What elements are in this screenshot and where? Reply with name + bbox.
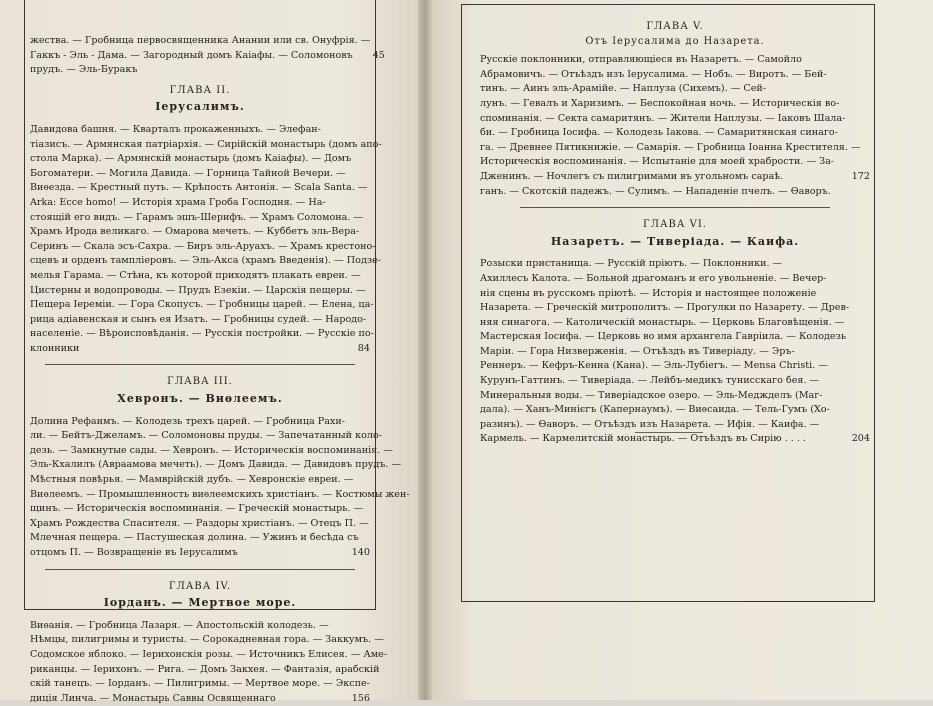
contents-line-text: споминанія. — Секта самаритянъ. — Жители Наплузы. — Іаковъ Шала- [480, 112, 846, 124]
contents-line [480, 257, 870, 272]
contents-line [30, 152, 370, 167]
contents-line-text: Arka: Ecce homo! — Исторія храма Гроба Господня. — На- [30, 196, 326, 208]
contents-line-text: Курунъ-Гаттинъ. — Тиверіада. — Лейбъ-медикъ тунисскаго бея. — [480, 375, 820, 387]
contents-line [30, 138, 382, 153]
contents-line [30, 488, 410, 503]
chapter-divider [520, 207, 830, 208]
page-number [353, 473, 385, 488]
contents-line-text: дала). — Ханъ-Минієгъ (Капернаумъ). — Виѳсаида. — Тель-Гумъ (Хо- [480, 404, 830, 416]
chapter-heading: ГЛАВА IV. [168, 580, 232, 592]
page-number [338, 63, 370, 78]
page-number [366, 284, 398, 299]
page-number [845, 112, 877, 127]
contents-line-text: Богоматери. — Могила Давида. — Горница Тайной Вечери. — [30, 167, 346, 179]
page-number [338, 619, 370, 634]
contents-line-text: Кармель. — Кармелитскій монастырь. — Отъѣздъ въ Сирію . . . . [480, 433, 806, 445]
page-number: 140 [351, 547, 370, 558]
contents-line [30, 269, 370, 284]
contents-line-text: Реннеръ. — Кефръ-Кенна (Кана). — Эль-Лубіегъ. — Mensa Christi. — [480, 360, 828, 372]
page-number: 204 [851, 433, 870, 445]
contents-line [30, 458, 402, 473]
contents-line [480, 374, 870, 389]
page-number [382, 138, 414, 153]
page-number [849, 301, 881, 316]
contents-line [30, 502, 370, 517]
page-number [381, 254, 413, 269]
page-number [838, 287, 870, 302]
page-number [384, 633, 416, 648]
chapter-title: Хевронъ. — Виѳлеемъ. [117, 392, 283, 406]
contents-line-text: Серинъ — Скала эсъ-Сахра. — Биръ эль-Аруахъ. — Храмъ крестоно- [30, 240, 376, 252]
contents-line [30, 313, 370, 328]
page-number [376, 240, 408, 255]
contents-line [30, 517, 370, 532]
contents-line [30, 531, 370, 546]
contents-line-text: Ахиллесъ Калота. — Больной драгоманъ и его увольненіе. — Вечер- [480, 272, 827, 284]
page-number [345, 415, 377, 430]
contents-line-text: рица адіавенская и сынъ ея Изатъ. — Гробницы судей. — Народо- [30, 313, 367, 325]
page-number [338, 196, 370, 211]
page-number [838, 374, 870, 389]
contents-line [30, 167, 370, 182]
page-number [359, 225, 391, 240]
page-number [838, 53, 870, 68]
contents-line [30, 63, 370, 78]
contents-line [480, 403, 870, 418]
contents-line [30, 415, 370, 430]
contents-line [30, 692, 370, 706]
page-number [367, 181, 399, 196]
contents-line-text: клонники [30, 342, 80, 354]
page-number [366, 313, 398, 328]
contents-line [30, 254, 382, 269]
contents-line-text: ли. — Бейтъ-Джеламъ. — Соломоновы пруды. — Запечатанный коло- [30, 430, 382, 442]
contents-line [480, 185, 870, 200]
contents-line-text: Минеральныя воды. — Тиверіадское озеро. — Эль-Меджделъ (Маг- [480, 389, 823, 401]
chapter-heading: ГЛАВА V. [646, 21, 704, 32]
contents-line-text: Нѣмцы, пилигримы и туристы. — Сорокадневная гора. — Заккумъ. — [30, 634, 384, 646]
left-contents-column [30, 34, 410, 706]
contents-line [30, 49, 385, 64]
page-number [363, 502, 395, 517]
chapter-title: Іерусалимъ. [155, 100, 245, 114]
contents-line-text: Давидова башня. — Кварталъ прокаженныхъ. — Элефан- [30, 123, 321, 135]
contents-line-text: би. — Гробница Іосифа. — Колодезь Іакова. — Самаритянская синаго- [480, 127, 838, 139]
page-number [838, 185, 870, 200]
page-number [379, 663, 411, 678]
contents-line-text: Историческія воспоминанія. — Испытаніе для моей храбрости. — За- [480, 156, 835, 168]
contents-line [30, 677, 370, 692]
contents-line-text: щинъ. — Историческія воспоминанія. — Греческій монастырь. — [30, 503, 364, 515]
contents-line [480, 97, 870, 112]
chapter-heading: ГЛАВА II. [169, 84, 231, 96]
chapter-divider [45, 364, 355, 365]
contents-line-text: прудъ. — Эль-Буракъ [30, 64, 138, 76]
chapter-heading: ГЛАВА III. [167, 376, 233, 388]
page-number [338, 123, 370, 138]
contents-line [480, 112, 870, 127]
contents-line-text: га. — Древнее Пятикнижіе. — Самарія. — Гробница Іоанна Крестителя. — [480, 141, 861, 153]
right-contents-column [480, 14, 870, 447]
contents-line-text: Розыски пристанища. — Русскій пріютъ. — Поклонники. — [480, 258, 783, 270]
contents-line [480, 287, 870, 302]
contents-line-text: жества. — Гробница первосвященника Анании или св. Онуфрія. — [30, 35, 371, 46]
contents-line-text: отцомъ П. — Возвращеніе въ Іерусалимъ [30, 547, 238, 558]
contents-line-text: Абрамовичъ. — Отъѣздъ изъ Іерусалима. — Нобъ. — Виротъ. — Бей- [480, 68, 827, 80]
contents-line-text: риканцы. — Іерихонъ. — Рига. — Домъ Закхея. — Фантазія, арабскій [30, 663, 380, 675]
contents-line-text: Цистерны и водопроводы. — Прудъ Езекіи. — Царскія пещеры. — [30, 284, 366, 296]
contents-line-text: Долина Рефаимъ. — Колодезь трехъ царей. — Гробница Рахи- [30, 415, 345, 427]
contents-line [480, 432, 870, 447]
page-number [359, 531, 391, 546]
contents-line-text: Гаккъ - Эль - Дама. — Загородный домъ Каіафы. — Соломоновъ [30, 49, 353, 61]
contents-line [480, 418, 870, 433]
chapter-title: Назаретъ. — Тиверіада. — Каифа. [550, 234, 800, 248]
page-number: 45 [372, 49, 385, 61]
page-number [838, 82, 870, 97]
contents-line-text: Назарета. — Греческій митрополитъ. — Прогулки по Назарету. — Древ- [480, 302, 850, 314]
contents-line-text: нія сцены въ русскомъ пріютѣ. — Исторія и настоящее положеніе [480, 287, 817, 299]
contents-line [480, 141, 870, 156]
contents-line-text: Виѳанія. — Гробница Лазаря. — Апостольскій колодезь. — [30, 619, 329, 631]
page-number [393, 444, 425, 459]
contents-line [480, 126, 870, 141]
page-number [861, 141, 893, 156]
page-number [363, 211, 395, 226]
contents-line-text: мелья Гарама. — Стѣна, къ которой приходятъ плакать евреи. — [30, 269, 361, 281]
contents-line [30, 546, 370, 561]
page-number [410, 488, 442, 503]
contents-line-text: Виѳезда. — Крестный путь. — Крѣпость Антонія. — Scala Santa. — [30, 182, 368, 194]
contents-line-text: ганъ. — Скотскій падежъ. — Сулимъ. — Нападеніе пчелъ. — Ѳаворъ. [480, 185, 831, 197]
contents-line-text: скій танецъ. — Іорданъ. — Пилигримы. — Мертвое море. — Экспе- [30, 678, 370, 690]
contents-line [480, 68, 870, 83]
page-number [844, 316, 876, 331]
contents-line-text: стола Марка). — Армянскій монастырь (домъ Каіафы). — Домъ [30, 153, 352, 165]
page-number [374, 327, 406, 342]
page-number [374, 298, 406, 313]
page-number [838, 257, 870, 272]
contents-line [30, 619, 370, 634]
page-number [838, 68, 870, 83]
contents-line [480, 82, 870, 97]
contents-line [30, 240, 376, 255]
contents-line [480, 272, 870, 287]
contents-line-text: лунъ. — Гевалъ и Харизимъ. — Беспокойная ночь. — Историческія во- [480, 97, 840, 109]
contents-line [30, 342, 370, 357]
contents-line [480, 301, 870, 316]
page-number: 172 [851, 170, 870, 182]
contents-line-text: Млечная пещера. — Пастушеская долина. — Ужинъ и бесѣда съ [30, 532, 359, 544]
contents-line-text: Мѣстныя повѣрья. — Мамврійскій дубъ. — Хевронскіе евреи. — [30, 474, 354, 486]
contents-line-text: Храмъ Рождества Спасителя. — Раздоры христіанъ. — Отецъ П. — [30, 517, 369, 529]
contents-line [30, 633, 384, 648]
page-number [838, 359, 870, 374]
contents-line [30, 123, 370, 138]
contents-line-text: населеніе. — Вѣроисповѣданія. — Русскія постройки. — Русскіе по- [30, 328, 374, 340]
chapter-divider [45, 569, 355, 570]
book-gutter [418, 0, 432, 700]
page-number [369, 517, 401, 532]
page-number [370, 34, 402, 49]
page-number [370, 677, 402, 692]
page-number [838, 418, 870, 433]
contents-line [480, 170, 870, 185]
contents-line-text: Эль-Кхалилъ (Авраамова мечеть). — Домъ Давида. — Давидовъ прудъ. — [30, 459, 402, 471]
contents-line-text: Виѳлеемъ. — Промышленность виѳлеемскихъ христіанъ. — Костюмы жен- [30, 488, 410, 500]
contents-line-text: Содомское яблоко. — Іерихонскія розы. — Источникъ Елисея. — Аме- [30, 648, 388, 660]
contents-line [30, 34, 370, 49]
contents-line [30, 298, 374, 313]
page-number [838, 126, 870, 141]
contents-line-text: тинъ. — Аинъ эль-Арамійе. — Наплуза (Сихемъ). — Сей- [480, 83, 767, 95]
page-number [351, 152, 383, 167]
page-number [838, 272, 870, 287]
contents-line-text: сцевъ и орденъ тампліеровъ. — Эль-Акса (храмъ Введенія). — Подзе- [30, 255, 382, 267]
contents-line-text: Храмъ Ирода великаго. — Омарова мечеть. — Куббетъ эль-Вера- [30, 226, 360, 238]
page-number [346, 167, 378, 182]
contents-line [480, 345, 870, 360]
page-number [401, 458, 433, 473]
chapter-title: Іорданъ. — Мертвое море. [103, 596, 297, 610]
contents-line [30, 196, 370, 211]
contents-line [30, 473, 370, 488]
contents-line [30, 211, 370, 226]
page-number: 156 [351, 692, 370, 704]
contents-line [30, 327, 374, 342]
contents-line [480, 359, 870, 374]
page-number [838, 345, 870, 360]
contents-line [30, 181, 370, 196]
contents-line [30, 663, 380, 678]
page-number: 84 [357, 342, 370, 354]
page-number [839, 97, 871, 112]
contents-line-text: стоящій его видъ. — Гарамъ эшъ-Шерифъ. — Храмъ Соломона. — [30, 211, 364, 223]
contents-line-text: Пещера Іереміи. — Гора Скопусъ. — Гробницы царей. — Елена, ца- [30, 299, 374, 311]
chapter-title: Отъ Іерусалима до Назарета. [585, 35, 765, 47]
contents-line [480, 330, 870, 345]
contents-line [30, 429, 382, 444]
contents-line [30, 284, 370, 299]
contents-line [30, 648, 388, 663]
page-number [382, 429, 414, 444]
contents-line-text: Мастерская Іосифа. — Церковь во имя архангела Гавріила. — Колодезь [480, 331, 847, 343]
page-number [838, 403, 870, 418]
contents-line-text: дезь. — Замкнутые сады. — Хевронъ. — Историческія воспоминанія. — [30, 444, 393, 456]
contents-line-text: разинъ). — Ѳаворъ. — Отъѣздъ изъ Назарета. — Ифія. — Каифа. — [480, 418, 820, 430]
contents-line [480, 53, 870, 68]
contents-line-text: Дженинъ. — Ночлегъ съ пилигримами въ угольномъ сараѣ. [480, 170, 784, 182]
page-number [838, 389, 870, 404]
contents-line-text: Русскіе поклонники, отправляющіеся въ Назаретъ. — Самойло [480, 54, 802, 66]
contents-line-text: няя синагога. — Католическій монастырь. — Церковь Благовѣщенія. — [480, 316, 845, 328]
chapter-heading: ГЛАВА VI. [643, 219, 707, 231]
contents-line [30, 225, 370, 240]
page-number [846, 330, 878, 345]
contents-line [480, 155, 870, 170]
contents-line-text: Маріи. — Гора Низверженія. — Отъѣздъ въ Тиверіаду. — Эръ- [480, 345, 795, 357]
page-number [387, 648, 419, 663]
page-number [838, 155, 870, 170]
contents-line [480, 389, 870, 404]
contents-line-text: диція Линча. — Монастырь Саввы Освященнаго [30, 692, 276, 704]
contents-line [30, 444, 393, 459]
contents-line [480, 316, 870, 331]
contents-line-text: тіазисъ. — Армянская патріархія. — Сирійскій монастырь (домъ апо- [30, 138, 382, 150]
page-number [360, 269, 392, 284]
